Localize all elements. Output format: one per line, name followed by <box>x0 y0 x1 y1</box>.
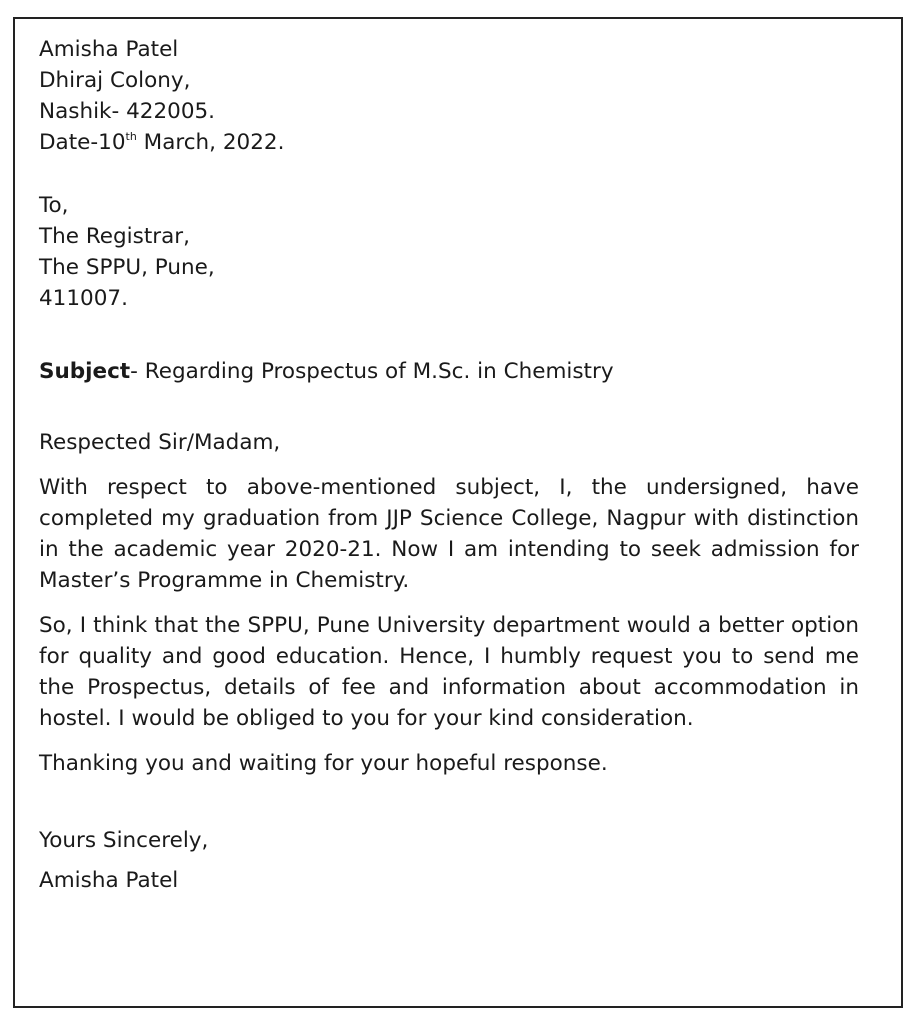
body-paragraph-2: So, I think that the SPPU, Pune University department would a better option for quality and good education. Hence, I humbly request you to send me the Prospectus, details of fee and information about accommodation in hostel. I would be obliged to you for your kind consideration. <box>39 613 859 731</box>
recipient-pin: 411007. <box>39 286 128 311</box>
recipient-to: To, <box>39 193 69 218</box>
subject-label: Subject <box>39 359 131 384</box>
signature-name: Amisha Patel <box>39 868 179 893</box>
valediction: Yours Sincerely, <box>39 828 209 853</box>
recipient-title: The Registrar, <box>39 224 190 249</box>
date-prefix: Date-10 <box>39 130 126 155</box>
sender-name: Amisha Patel <box>39 37 179 62</box>
letter-date <box>39 127 859 158</box>
letter-body <box>39 34 859 896</box>
salutation: Respected Sir/Madam, <box>39 430 281 455</box>
sender-address-line1: Dhiraj Colony, <box>39 68 191 93</box>
recipient-org: The SPPU, Pune, <box>39 255 215 280</box>
body-paragraph-1: With respect to above-mentioned subject, I, the undersigned, have completed my graduation from JJP Science College, Nagpur with distinction in the academic year 2020-21. Now I am intending to seek admission for Master’s Programme in Chemistry. <box>39 475 859 593</box>
sender-address-line2: Nashik- 422005. <box>39 99 216 124</box>
date-rest: March, 2022. <box>136 130 285 155</box>
body-paragraph-3: Thanking you and waiting for your hopeful response. <box>39 751 608 776</box>
subject-text: - Regarding Prospectus of M.Sc. in Chemistry <box>130 359 614 384</box>
date-ordinal: th <box>125 130 137 143</box>
subject-line <box>39 356 859 387</box>
